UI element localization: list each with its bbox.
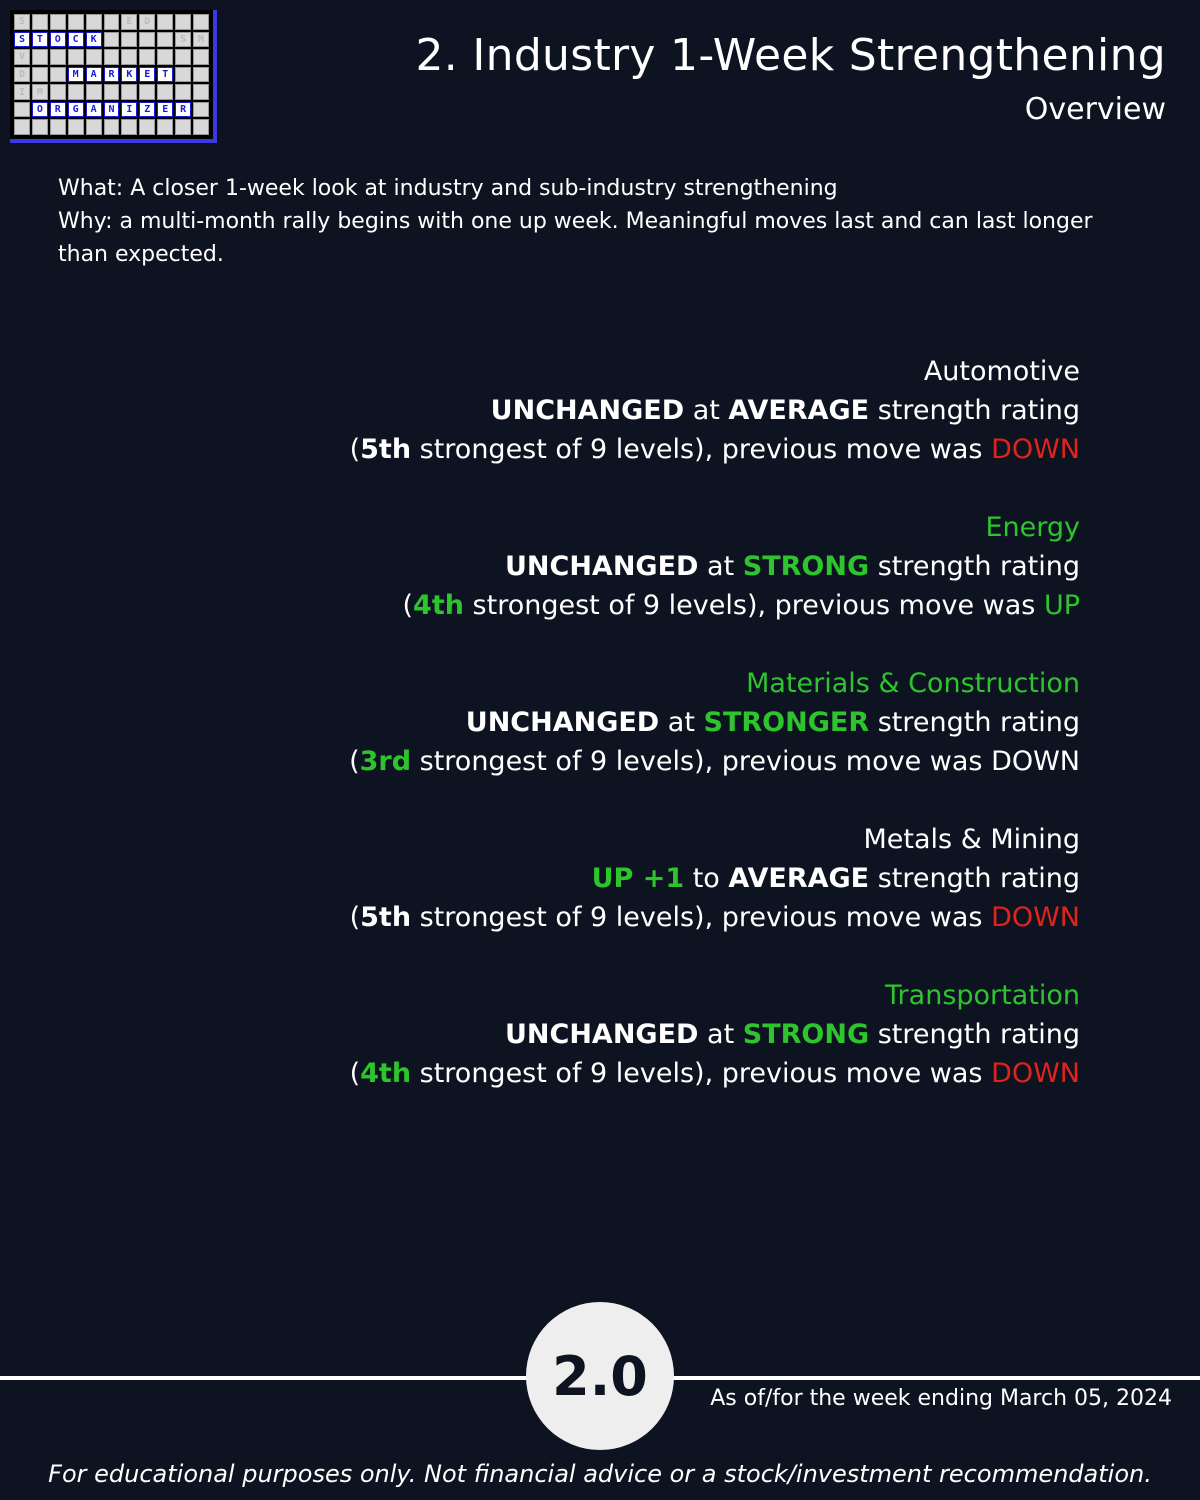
logo-letter-cell <box>32 49 48 65</box>
divider-left <box>0 1376 530 1380</box>
previous-move: DOWN <box>991 1058 1080 1089</box>
logo-letter-cell: S <box>14 14 30 30</box>
rank-line: (5th strongest of 9 levels), previous move was DOWN <box>349 434 1080 465</box>
rating-line <box>180 391 1080 430</box>
level-label: STRONG <box>742 551 870 582</box>
page-subtitle: Overview <box>1024 92 1166 127</box>
logo-letter-cell <box>104 32 120 48</box>
logo-letter-cell <box>50 119 66 135</box>
logo-letter-cell: K <box>86 32 102 48</box>
logo-letter-cell <box>32 14 48 30</box>
rating-line <box>180 703 1080 742</box>
move-label: UNCHANGED <box>505 551 699 582</box>
logo-letter-cell <box>104 84 120 100</box>
connector-text: at <box>698 551 743 582</box>
rank-line: (3rd strongest of 9 levels), previous move was DOWN <box>349 746 1080 777</box>
logo-letter-cell <box>68 14 84 30</box>
rating-suffix: strength rating <box>869 863 1080 894</box>
logo-letter-cell <box>50 67 66 83</box>
intro-why: Why: a multi-month rally begins with one up week. Meaningful moves last and can last longer than expected. <box>58 209 1093 267</box>
industry-list <box>180 352 1080 1132</box>
rank-suffix: strongest of 9 levels), previous move was <box>411 434 992 465</box>
rank-line: (4th strongest of 9 levels), previous move was DOWN <box>349 1058 1080 1089</box>
logo-letter-cell: C <box>68 32 84 48</box>
logo-letter-cell <box>32 119 48 135</box>
logo-letter-cell <box>50 84 66 100</box>
logo-letter-cell: A <box>86 102 102 118</box>
logo-letter-cell <box>175 49 191 65</box>
move-label: UP +1 <box>591 863 685 894</box>
previous-move: UP <box>1043 590 1080 621</box>
industry-name: Materials & Construction <box>746 668 1080 699</box>
industry-item <box>180 976 1080 1093</box>
industry-item <box>180 508 1080 625</box>
page-title: 2. Industry 1-Week Strengthening <box>415 30 1166 81</box>
logo-letter-cell: G <box>68 102 84 118</box>
logo-letter-cell: N <box>104 102 120 118</box>
logo-letter-cell: D <box>139 14 155 30</box>
logo-letter-cell: O <box>32 102 48 118</box>
logo-letter-cell <box>193 119 209 135</box>
logo-letter-cell: E <box>121 14 137 30</box>
disclaimer: For educational purposes only. Not financial advice or a stock/investment recommendation. <box>48 1460 1152 1488</box>
logo-letter-cell <box>175 67 191 83</box>
previous-move: DOWN <box>991 902 1080 933</box>
logo-letter-cell: A <box>86 67 102 83</box>
logo-letter-cell <box>14 119 30 135</box>
rank-label: 5th <box>360 434 412 465</box>
logo-letter-cell <box>50 49 66 65</box>
logo-letter-cell: E <box>139 67 155 83</box>
rating-suffix: strength rating <box>869 551 1080 582</box>
rank-suffix: strongest of 9 levels), previous move was <box>411 902 992 933</box>
rank-label: 4th <box>360 1058 412 1089</box>
logo-letter-cell <box>86 84 102 100</box>
industry-item <box>180 664 1080 781</box>
connector-text: at <box>698 1019 743 1050</box>
logo-letter-grid <box>14 14 209 135</box>
logo-letter-cell: V <box>14 49 30 65</box>
logo-letter-cell <box>68 49 84 65</box>
logo-letter-cell <box>193 84 209 100</box>
logo-letter-cell <box>193 14 209 30</box>
rating-line <box>180 859 1080 898</box>
logo-letter-cell: Z <box>139 102 155 118</box>
divider-right <box>670 1376 1200 1380</box>
logo-letter-cell <box>175 14 191 30</box>
logo-letter-cell: S <box>175 32 191 48</box>
logo-letter-cell <box>157 49 173 65</box>
logo-letter-cell: D <box>14 67 30 83</box>
logo-letter-cell <box>104 14 120 30</box>
logo-letter-cell <box>139 32 155 48</box>
logo-letter-cell <box>104 119 120 135</box>
logo-letter-cell <box>175 119 191 135</box>
section-number-badge: 2.0 <box>526 1302 674 1450</box>
stock-market-organizer-logo <box>10 10 217 143</box>
industry-item <box>180 820 1080 937</box>
industry-name: Metals & Mining <box>863 824 1080 855</box>
logo-letter-cell: K <box>121 67 137 83</box>
logo-letter-cell: R <box>175 102 191 118</box>
logo-letter-cell <box>121 119 137 135</box>
connector-text: at <box>659 707 704 738</box>
logo-letter-cell <box>193 102 209 118</box>
industry-name: Energy <box>985 512 1080 543</box>
logo-letter-cell <box>104 49 120 65</box>
rating-line <box>180 547 1080 586</box>
logo-letter-cell <box>139 119 155 135</box>
logo-letter-cell <box>193 49 209 65</box>
rating-line <box>180 1015 1080 1054</box>
logo-letter-cell <box>14 102 30 118</box>
rank-label: 4th <box>413 590 464 621</box>
logo-letter-cell <box>121 84 137 100</box>
logo-letter-cell <box>157 14 173 30</box>
level-label: AVERAGE <box>728 863 870 894</box>
logo-letter-cell: T <box>157 67 173 83</box>
logo-letter-cell: R <box>50 102 66 118</box>
rank-suffix: strongest of 9 levels), previous move was <box>411 1058 992 1089</box>
logo-letter-cell: I <box>14 84 30 100</box>
level-label: STRONGER <box>703 707 870 738</box>
intro-what: What: A closer 1-week look at industry and sub-industry strengthening <box>58 176 838 201</box>
connector-text: to <box>684 863 729 894</box>
logo-letter-cell <box>121 49 137 65</box>
rank-label: 5th <box>360 902 412 933</box>
logo-letter-cell: O <box>50 32 66 48</box>
logo-letter-cell <box>121 32 137 48</box>
connector-text: at <box>684 395 729 426</box>
rating-suffix: strength rating <box>869 1019 1080 1050</box>
move-label: UNCHANGED <box>465 707 660 738</box>
level-label: STRONG <box>742 1019 870 1050</box>
rank-suffix: strongest of 9 levels), previous move was <box>463 590 1044 621</box>
logo-letter-cell: R <box>104 67 120 83</box>
logo-letter-cell <box>139 84 155 100</box>
rank-label: 3rd <box>359 746 412 777</box>
logo-letter-cell <box>157 119 173 135</box>
move-label: UNCHANGED <box>505 1019 699 1050</box>
move-label: UNCHANGED <box>490 395 685 426</box>
rank-line: (4th strongest of 9 levels), previous move was UP <box>402 590 1080 621</box>
logo-letter-cell: M <box>193 32 209 48</box>
logo-letter-cell <box>50 14 66 30</box>
industry-name: Automotive <box>923 356 1080 387</box>
intro-text <box>58 172 1138 271</box>
previous-move: DOWN <box>991 434 1080 465</box>
logo-letter-cell: E <box>157 102 173 118</box>
rank-line: (5th strongest of 9 levels), previous move was DOWN <box>349 902 1080 933</box>
logo-letter-cell: S <box>14 32 30 48</box>
rating-suffix: strength rating <box>869 707 1080 738</box>
logo-letter-cell <box>193 67 209 83</box>
industry-item <box>180 352 1080 469</box>
logo-letter-cell: T <box>32 32 48 48</box>
logo-letter-cell: M <box>68 67 84 83</box>
industry-name: Transportation <box>885 980 1080 1011</box>
logo-letter-cell: M <box>32 84 48 100</box>
logo-letter-cell <box>175 84 191 100</box>
previous-move: DOWN <box>991 746 1080 777</box>
logo-letter-cell <box>139 49 155 65</box>
logo-letter-cell <box>86 49 102 65</box>
level-label: AVERAGE <box>728 395 870 426</box>
logo-letter-cell <box>68 84 84 100</box>
logo-letter-cell: I <box>121 102 137 118</box>
logo-letter-cell <box>86 14 102 30</box>
logo-letter-cell <box>157 32 173 48</box>
as-of-date: As of/for the week ending March 05, 2024 <box>710 1386 1172 1411</box>
logo-letter-cell <box>86 119 102 135</box>
logo-letter-cell <box>68 119 84 135</box>
logo-letter-cell <box>32 67 48 83</box>
rating-suffix: strength rating <box>869 395 1080 426</box>
rank-suffix: strongest of 9 levels), previous move was <box>411 746 992 777</box>
logo-letter-cell <box>157 84 173 100</box>
